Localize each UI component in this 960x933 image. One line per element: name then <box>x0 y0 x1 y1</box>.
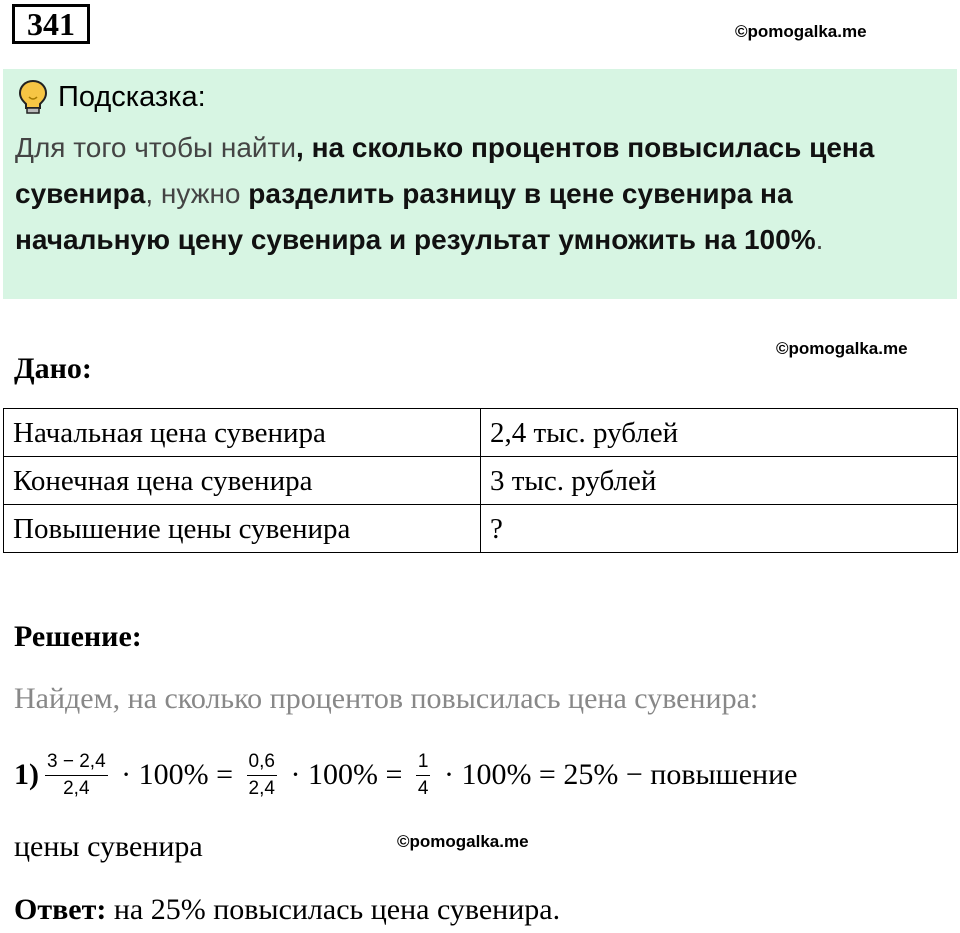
watermark: ©pomogalka.me <box>735 22 867 41</box>
hint-seg-4: . <box>815 224 824 255</box>
table-row <box>4 409 958 457</box>
hint-seg-3: разделить разницу в цене сувенира на начальную цену сувенира и результат умножить на 100% <box>15 178 816 255</box>
hint-title-text: Подсказка: <box>58 81 206 113</box>
table-row <box>4 457 958 505</box>
watermark: ©pomogalka.me <box>397 832 529 851</box>
fraction-numerator: 3 − 2,4 <box>45 751 108 776</box>
watermark: ©pomogalka.me <box>776 339 908 358</box>
solution-step <box>14 745 797 805</box>
given-heading: Дано: <box>14 352 92 385</box>
step-continuation: цены сувенира <box>14 830 203 863</box>
hint-seg-2: , нужно <box>145 178 249 209</box>
hint-seg-1: , на сколько процентов повысилась цена сувенира <box>15 132 875 209</box>
given-label: Начальная цена сувенира <box>4 409 481 457</box>
answer-text: на 25% повысилась цена сувенира. <box>106 893 561 926</box>
lightbulb-icon <box>18 79 48 115</box>
answer <box>14 893 560 927</box>
given-value: ? <box>481 505 958 553</box>
table-row <box>4 505 958 553</box>
fraction-denominator: 4 <box>417 777 429 799</box>
step-text: · 100% = 25% − повышение <box>436 758 798 791</box>
fraction-denominator: 2,4 <box>63 777 90 799</box>
given-value: 2,4 тыс. рублей <box>481 409 958 457</box>
hint-text <box>15 125 950 263</box>
fraction-numerator: 1 <box>416 751 431 776</box>
step-text: · 100% = <box>113 758 241 791</box>
hint-title <box>18 76 206 118</box>
fraction-numerator: 0,6 <box>247 751 277 776</box>
fraction-denominator: 2,4 <box>248 777 275 799</box>
answer-label: Ответ: <box>14 893 107 926</box>
solution-heading: Решение: <box>14 620 142 653</box>
fraction <box>247 751 277 800</box>
hint-seg-0: Для того чтобы найти <box>15 132 297 163</box>
given-table <box>3 408 958 553</box>
fraction <box>416 751 431 800</box>
given-value: 3 тыс. рублей <box>481 457 958 505</box>
step-label: 1) <box>14 758 39 791</box>
fraction <box>45 751 108 800</box>
solution-intro: Найдем, на сколько процентов повысилась цена сувенира: <box>14 682 759 715</box>
given-label: Конечная цена сувенира <box>4 457 481 505</box>
task-number: 341 <box>12 4 90 44</box>
step-text: · 100% = <box>282 758 410 791</box>
given-label: Повышение цены сувенира <box>4 505 481 553</box>
